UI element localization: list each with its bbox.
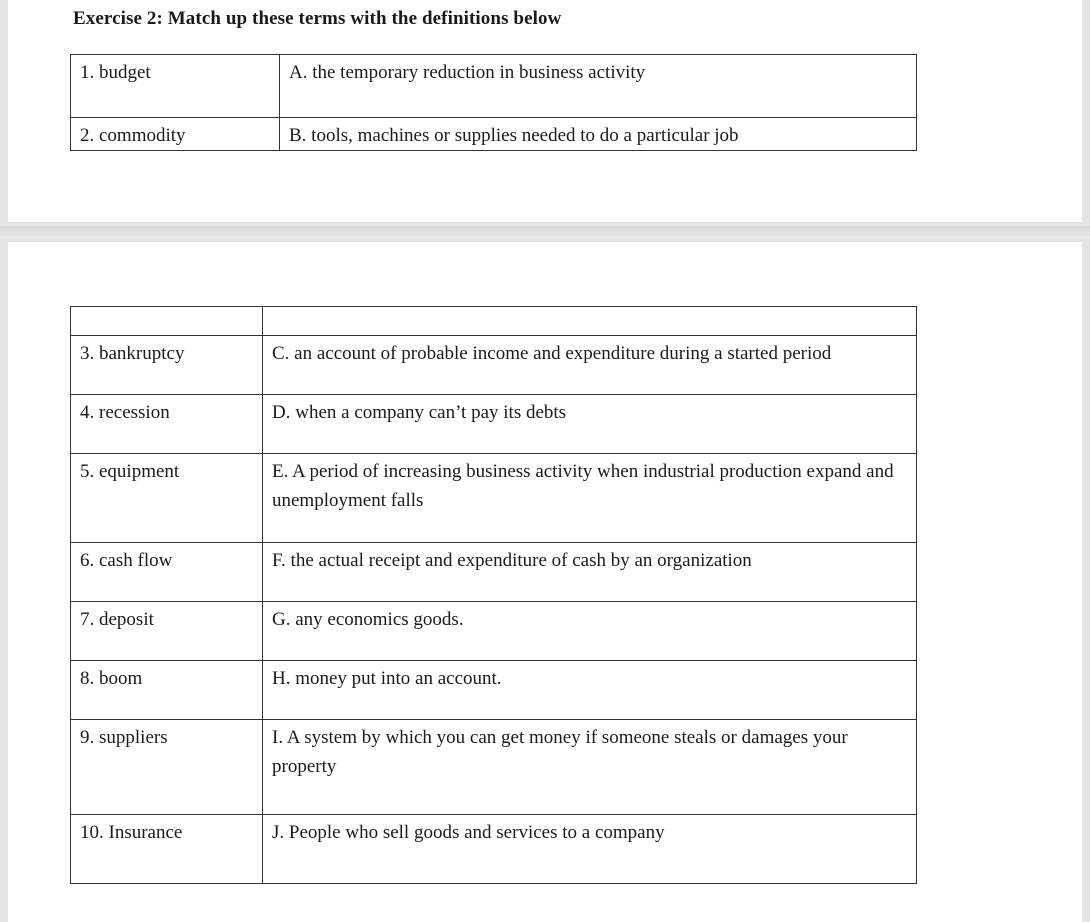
term-cell: 7. deposit xyxy=(71,602,263,661)
term-cell: 3. bankruptcy xyxy=(71,336,263,395)
document-page-2 xyxy=(8,242,1082,922)
table-row xyxy=(71,454,917,543)
definition-cell: A. the temporary reduction in business activity xyxy=(280,55,917,118)
definition-cell: B. tools, machines or supplies needed to do a particular job xyxy=(280,118,917,151)
term-cell: 2. commodity xyxy=(71,118,280,151)
table-row xyxy=(71,395,917,454)
term-cell: 5. equipment xyxy=(71,454,263,543)
document-page-1 xyxy=(8,0,1082,222)
definition-cell: C. an account of probable income and expenditure during a started period xyxy=(263,336,917,395)
table-row xyxy=(71,55,917,118)
table-row xyxy=(71,118,917,151)
table-row xyxy=(71,543,917,602)
table-row xyxy=(71,336,917,395)
exercise-title: Exercise 2: Match up these terms with the definitions below xyxy=(73,8,562,29)
term-cell: 1. budget xyxy=(71,55,280,118)
term-cell: 4. recession xyxy=(71,395,263,454)
matching-table-bottom xyxy=(70,306,917,884)
definition-cell: H. money put into an account. xyxy=(263,661,917,720)
definition-cell: G. any economics goods. xyxy=(263,602,917,661)
table-row xyxy=(71,602,917,661)
term-cell: 8. boom xyxy=(71,661,263,720)
definition-cell: I. A system by which you can get money if someone steals or damages your property xyxy=(263,720,917,815)
definition-cell: F. the actual receipt and expenditure of cash by an organization xyxy=(263,543,917,602)
table-row xyxy=(71,815,917,884)
matching-table-top xyxy=(70,54,917,151)
table-row xyxy=(71,307,917,336)
definition-cell: E. A period of increasing business activity when industrial production expand and unemployment falls xyxy=(263,454,917,543)
empty-cell xyxy=(263,307,917,336)
term-cell: 6. cash flow xyxy=(71,543,263,602)
table-row xyxy=(71,720,917,815)
term-cell: 9. suppliers xyxy=(71,720,263,815)
table-row xyxy=(71,661,917,720)
page-separator xyxy=(0,226,1090,238)
term-cell: 10. Insurance xyxy=(71,815,263,884)
definition-cell: D. when a company can’t pay its debts xyxy=(263,395,917,454)
empty-cell xyxy=(71,307,263,336)
definition-cell: J. People who sell goods and services to a company xyxy=(263,815,917,884)
